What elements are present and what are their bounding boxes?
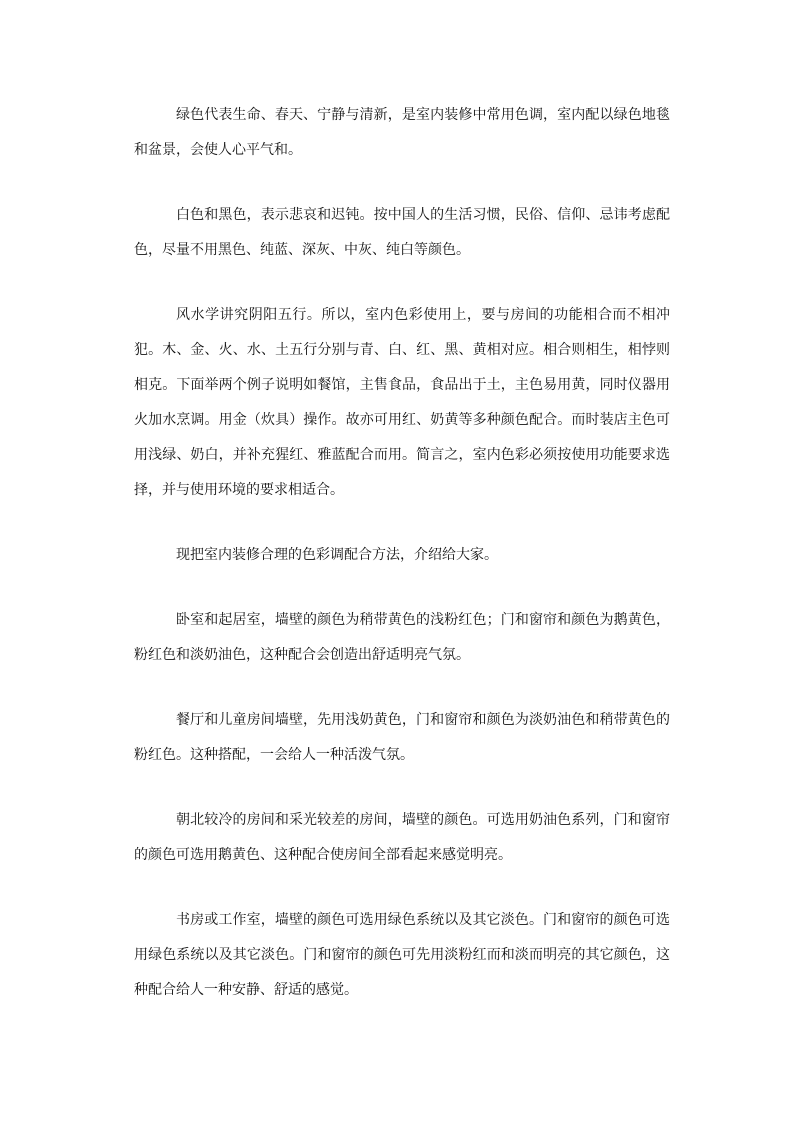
document-body xyxy=(134,98,670,1038)
paragraph-fengshui: 风水学讲究阴阳五行。所以，室内色彩使用上，要与房间的功能相合而不相冲犯。木、金、火、水、土五行分别与青、白、红、黑、黄相对应。相合则相生，相悖则相克。下面举两个例子说明如餐馆，主售食品，食品出于土，主色易用黄，同时仪器用火加水烹调。用金（炊具）操作。故亦可用红、奶黄等多种颜色配合。而时装店主色可用浅绿、奶白，并补充猩红、雅蓝配合而用。简言之，室内色彩必须按使用功能要求选择，并与使用环境的要求相适合。 xyxy=(134,307,670,498)
paragraph-study: 书房或工作室，墙壁的颜色可选用绿色系统以及其它淡色。门和窗帘的颜色可选用绿色系统以及其它淡色。门和窗帘的颜色可先用淡粉红而和淡而明亮的其它颜色，这种配合给人一种安静、舒适的感觉。 xyxy=(134,912,670,998)
paragraph-dining-kids: 餐厅和儿童房间墙壁，先用浅奶黄色，门和窗帘和颜色为淡奶油色和稍带黄色的粉红色。这种搭配，一会给人一种活泼气氛。 xyxy=(134,712,670,763)
paragraph-intro: 现把室内装修合理的色彩调配合方法，介绍给大家。 xyxy=(176,547,498,563)
paragraph-green: 绿色代表生命、春天、宁静与清新，是室内装修中常用色调，室内配以绿色地毯和盆景，会使人心平气和。 xyxy=(134,107,670,158)
paragraph-north-room: 朝北较冷的房间和采光较差的房间，墙壁的颜色。可选用奶油色系列，门和窗帘的颜色可选用鹅黄色、这种配合使房间全部看起来感觉明亮。 xyxy=(134,812,670,863)
paragraph-white-black: 白色和黑色，表示悲哀和迟钝。按中国人的生活习惯，民俗、信仰、忌讳考虑配色，尽量不用黑色、纯蓝、深灰、中灰、纯白等颜色。 xyxy=(134,207,670,258)
paragraph-bedroom: 卧室和起居室，墙壁的颜色为稍带黄色的浅粉红色；门和窗帘和颜色为鹅黄色，粉红色和淡奶油色，这种配合会创造出舒适明亮气氛。 xyxy=(134,612,670,663)
